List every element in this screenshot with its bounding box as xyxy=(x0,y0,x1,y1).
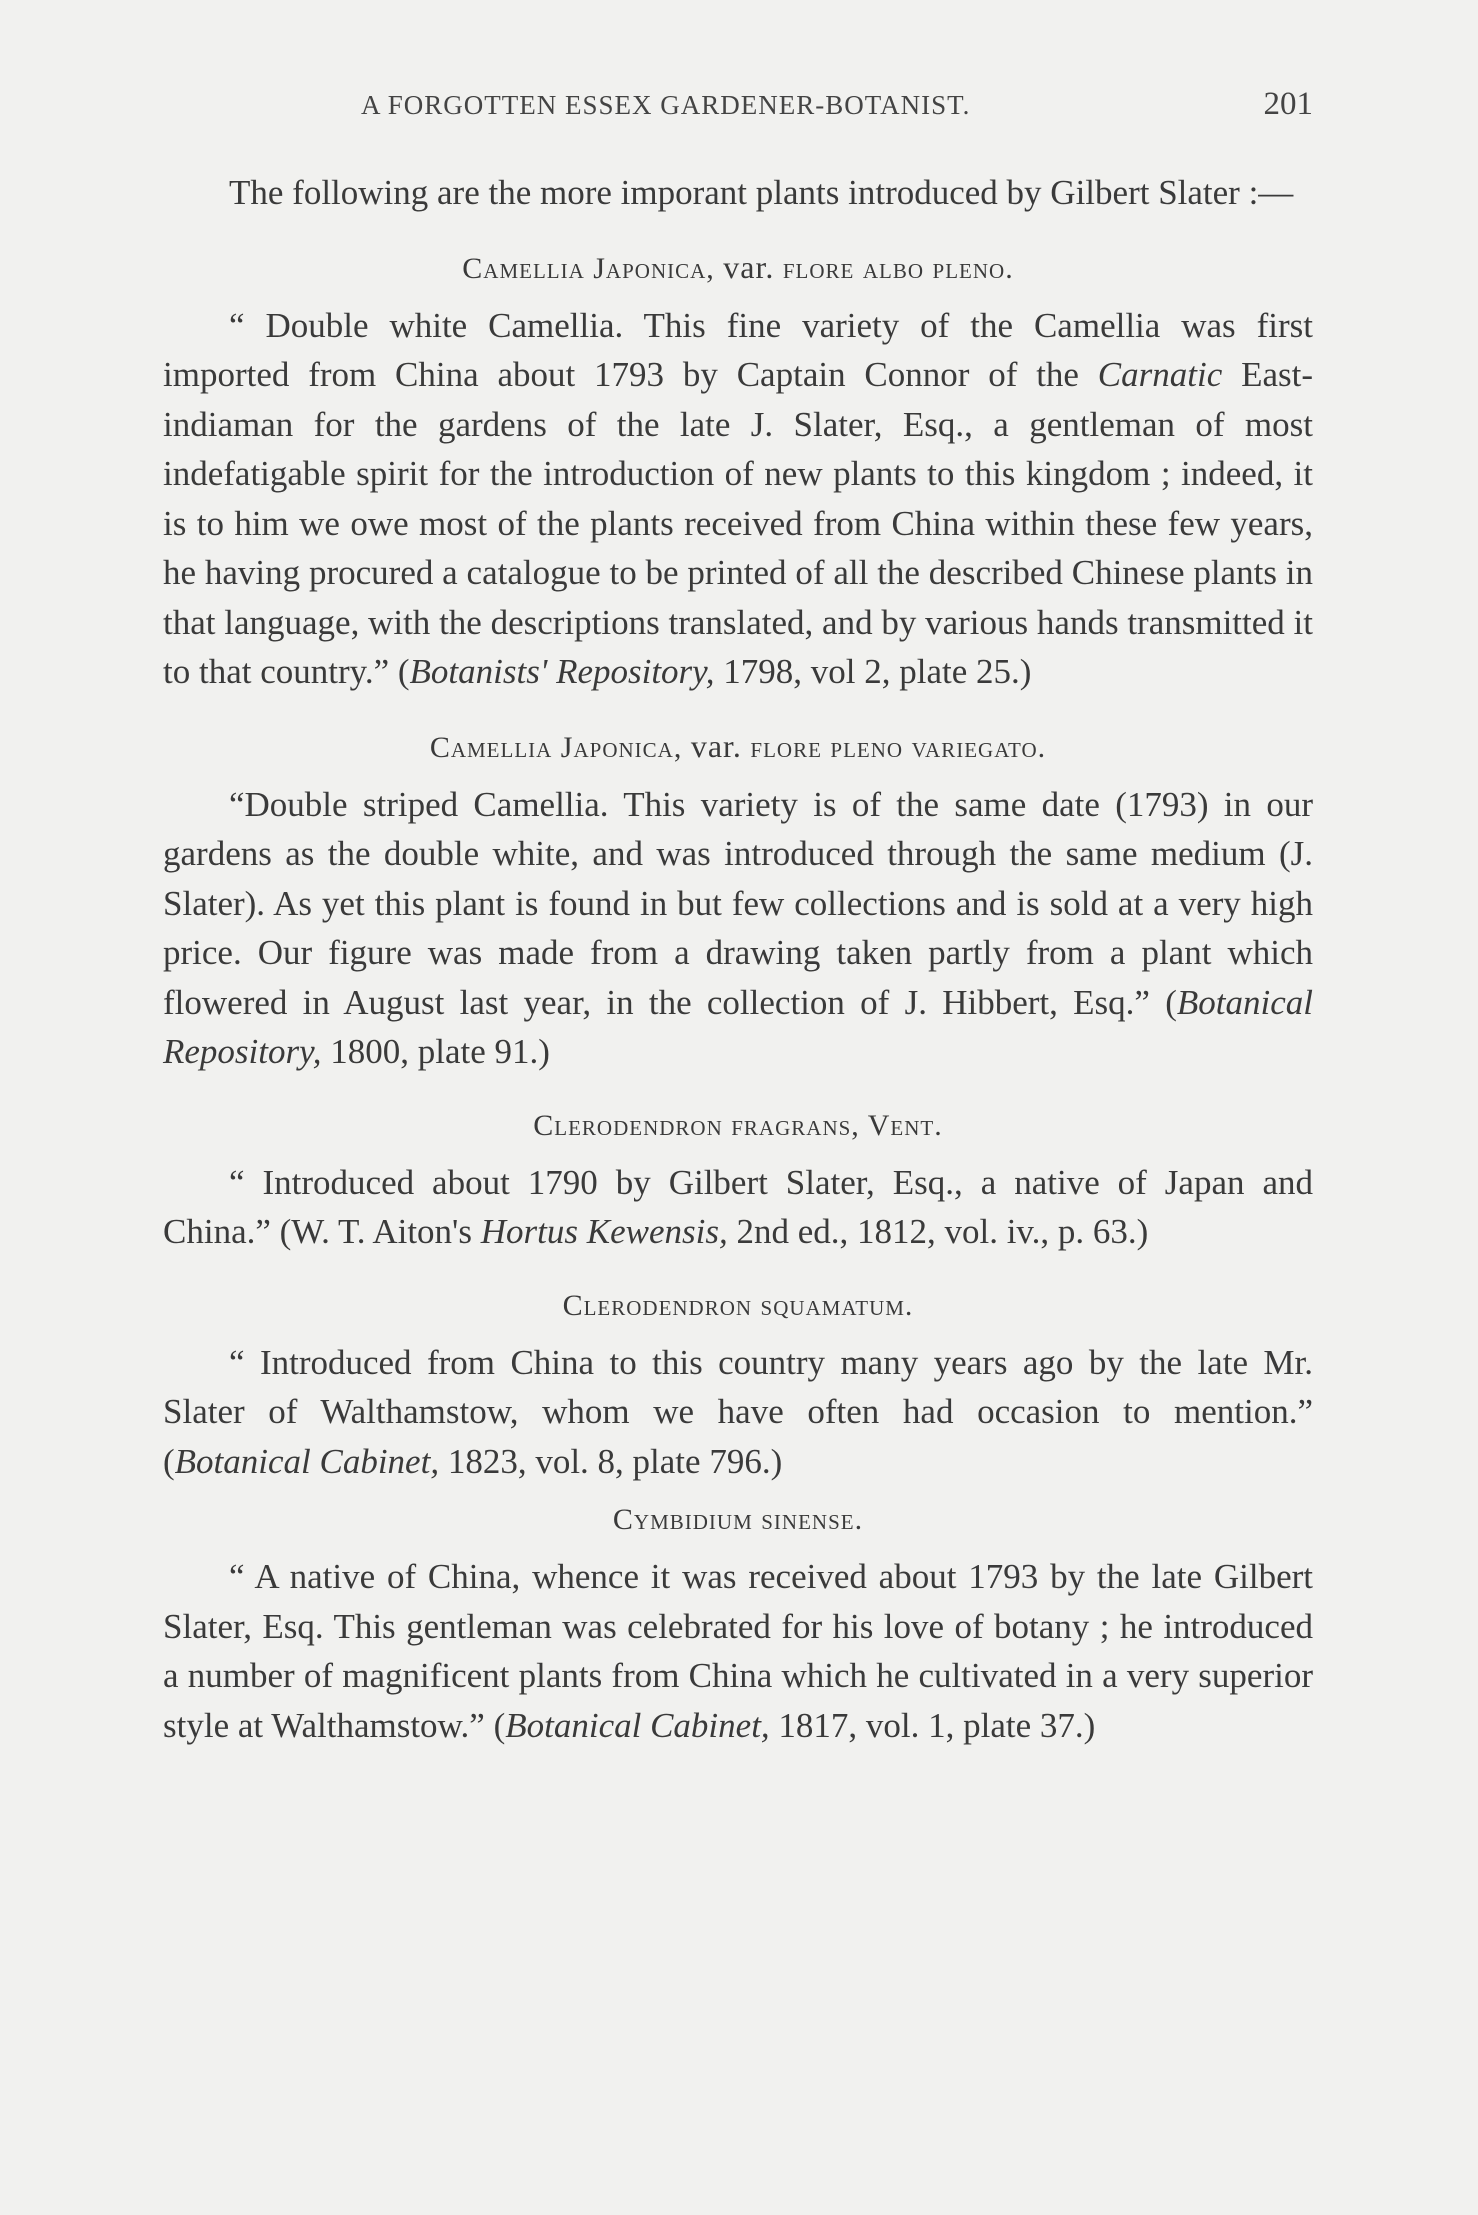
quote-text: “Double striped Camellia. This variety is of the same date (1793) in our gardens as the double white, and was introduced through the same medium (J. Slater). As yet this plant is found in but few collections and is sold at a very high price. Our figure was made from a drawing taken partly from a plant which flowered in August last year, in the collection of J. Hibbert, Esq.” ( xyxy=(163,784,1313,1022)
entry-quote xyxy=(163,1338,1313,1487)
body-text xyxy=(163,168,1313,1750)
page-number: 201 xyxy=(1263,86,1313,122)
variety-label: var. xyxy=(723,248,775,285)
source-title: Botanical Cabinet, xyxy=(174,1441,440,1481)
plant-heading-clerodendron-squamatum xyxy=(163,1286,1313,1326)
entry-quote xyxy=(163,780,1313,1077)
quote-text: “ Double white Camellia. This fine variety of the Camellia was first imported from China about 1793 by Captain Connor of the xyxy=(163,305,1313,394)
source-details: 2nd ed., 1812, vol. iv., p. 63.) xyxy=(727,1212,1149,1251)
running-title: A FORGOTTEN ESSEX GARDENER-BOTANIST. xyxy=(361,90,971,120)
plant-heading-clerodendron-fragrans xyxy=(163,1106,1313,1146)
source-title: Botanical Cabinet, xyxy=(505,1705,770,1745)
entry-quote xyxy=(163,1552,1313,1750)
source-details: 1823, vol. 8, plate 796.) xyxy=(439,1441,783,1481)
variety-name: flore albo pleno. xyxy=(782,251,1014,285)
plant-name: Clerodendron squamatum. xyxy=(562,1288,914,1322)
source-title: Botanical Repository, xyxy=(163,982,1313,1071)
source-details: 1817, vol. 1, plate 37.) xyxy=(769,1705,1096,1745)
source-details: 1800, plate 91.) xyxy=(321,1032,550,1071)
source-title: Hortus Kewensis, xyxy=(480,1212,728,1251)
plant-name: Clerodendron fragrans, Vent. xyxy=(533,1108,943,1142)
source-details: 1798, vol 2, plate 25.) xyxy=(714,652,1032,691)
plant-heading-camellia-flore-pleno-variegato xyxy=(163,726,1313,768)
ship-name: Carnatic xyxy=(1097,355,1223,394)
running-head xyxy=(163,86,1313,130)
variety-label: var. xyxy=(690,727,742,764)
entry-quote xyxy=(163,1158,1313,1257)
plant-heading-camellia-flore-albo-pleno xyxy=(163,247,1313,289)
intro-paragraph: The following are the more imporant plants introduced by Gilbert Slater :— xyxy=(229,173,1294,212)
source-title: Botanists' Repository, xyxy=(409,652,715,691)
quote-text-continued: East-indiaman for the gardens of the late J. Slater, Esq., a gentleman of most indefatigable spirit for the introduction of new plants to this kingdom ; indeed, it is to him we owe most of the plants received from China within these few years, he having procured a catalogue to be printed of all the described Chinese plants in that language, with the descriptions translated, and by various hands transmitted it to that country.” ( xyxy=(163,355,1313,691)
quote-text: “ A native of China, whence it was received about 1793 by the late Gilbert Slater, Esq. This gentleman was celebrated for his love of botany ; he introduced a number of magnificent plants from China which he cultivated in a very superior style at Walthamstow.” ( xyxy=(163,1557,1313,1745)
plant-name: Cymbidium sinense. xyxy=(612,1503,864,1536)
plant-name: Camellia Japonica, xyxy=(462,251,715,285)
plant-heading-cymbidium-sinense xyxy=(163,1500,1313,1540)
variety-name: flore pleno variegato. xyxy=(750,730,1047,764)
entry-quote xyxy=(163,301,1313,697)
quote-text: “ Introduced about 1790 by Gilbert Slater, Esq., a native of Japan and China.” (W. T. Aiton's xyxy=(163,1162,1313,1251)
plant-name: Camellia Japonica, xyxy=(429,730,683,764)
quote-text: “ Introduced from China to this country many years ago by the late Mr. Slater of Walthamstow, whom we have often had occasion to mention.” ( xyxy=(163,1342,1313,1481)
